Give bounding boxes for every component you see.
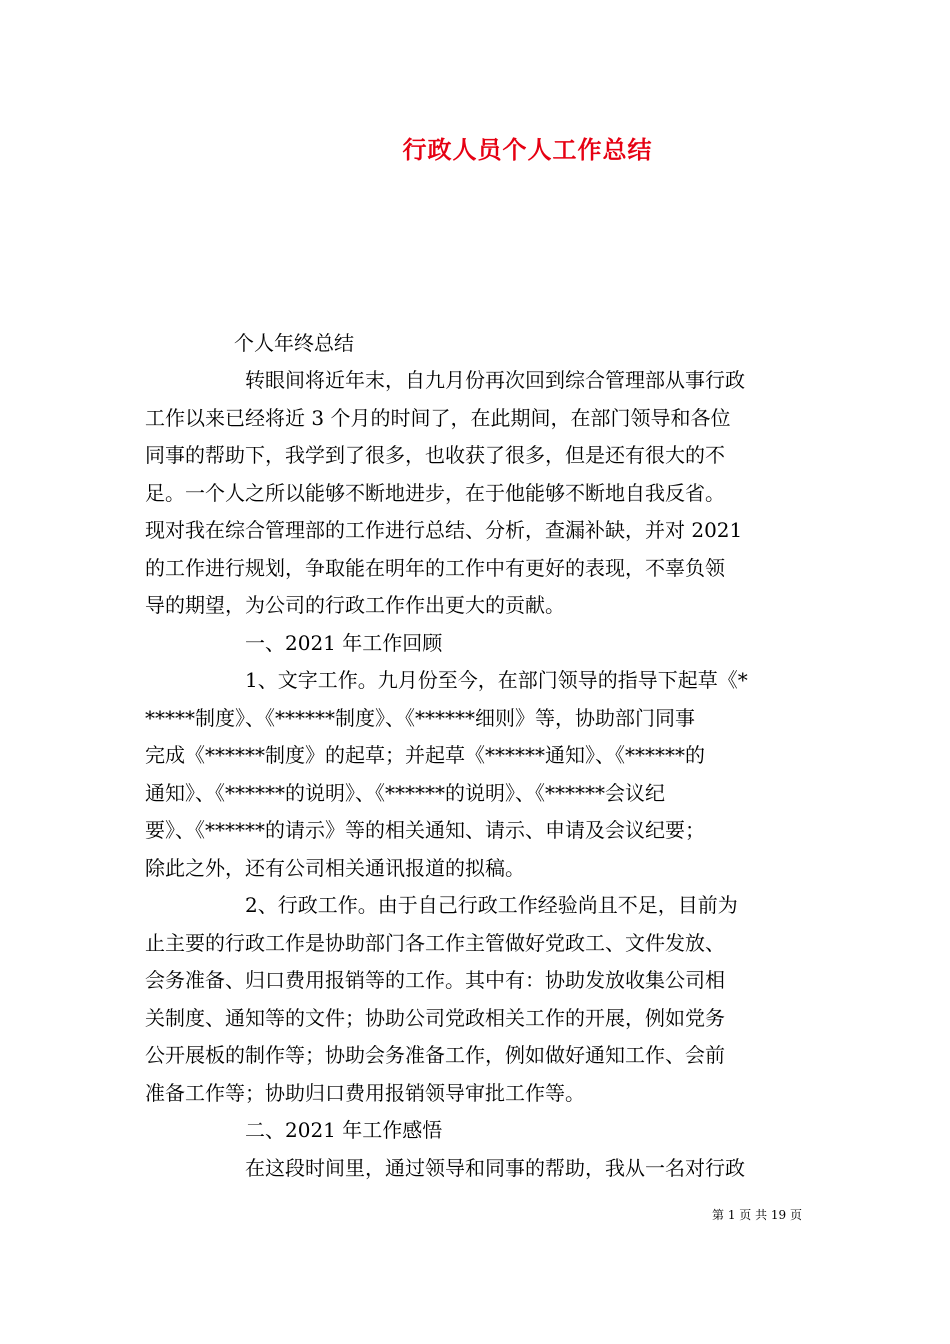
body-line: 准备工作等；协助归口费用报销领导审批工作等。 bbox=[145, 1080, 585, 1105]
body-line: 足。一个人之所以能够不断地进步，在于他能够不断地自我反省。 bbox=[145, 480, 725, 505]
body-line: 公开展板的制作等；协助会务准备工作，例如做好通知工作、会前 bbox=[145, 1043, 725, 1067]
body-line: 在这段时间里，通过领导和同事的帮助，我从一名对行政 bbox=[245, 1155, 745, 1180]
body-line: 现对我在综合管理部的工作进行总结、分析，查漏补缺，并对 2021 bbox=[145, 518, 743, 542]
body-line: 导的期望，为公司的行政工作作出更大的贡献。 bbox=[145, 593, 565, 617]
body-line: 工作以来已经将近 3 个月的时间了，在此期间，在部门领导和各位 bbox=[145, 405, 731, 430]
body-line: 二、2021 年工作感悟 bbox=[245, 1118, 443, 1142]
body-line: 要》、《******的请示》等的相关通知、请示、申请及会议纪要； bbox=[145, 818, 705, 842]
body-line: 转眼间将近年末，自九月份再次回到综合管理部从事行政 bbox=[245, 368, 745, 392]
body-line: 一、2021 年工作回顾 bbox=[245, 630, 443, 655]
body-line: 会务准备、归口费用报销等的工作。其中有：协助发放收集公司相 bbox=[145, 968, 725, 992]
body-line: 1、文字工作。九月份至今，在部门领导的指导下起草《* bbox=[245, 668, 748, 692]
body-line: 止主要的行政工作是协助部门各工作主管做好党政工、文件发放、 bbox=[145, 930, 725, 955]
body-line: 的工作进行规划，争取能在明年的工作中有更好的表现，不辜负领 bbox=[145, 555, 725, 580]
document-subtitle: 个人年终总结 bbox=[234, 331, 354, 355]
body-line: 通知》、《******的说明》、《******的说明》、《******会议纪 bbox=[145, 780, 665, 805]
body-line: 2、行政工作。由于自己行政工作经验尚且不足，目前为 bbox=[245, 893, 738, 917]
body-line: *****制度》、《******制度》、《******细则》等，协助部门同事 bbox=[145, 705, 695, 730]
document-body bbox=[145, 362, 805, 1187]
page-footer: 第 1 页 共 19 页 bbox=[712, 1208, 802, 1222]
document-title: 行政人员个人工作总结 bbox=[402, 135, 653, 164]
body-line: 同事的帮助下，我学到了很多，也收获了很多，但是还有很大的不 bbox=[145, 443, 725, 467]
body-line: 关制度、通知等的文件；协助公司党政相关工作的开展，例如党务 bbox=[145, 1005, 725, 1030]
body-line: 除此之外，还有公司相关通讯报道的拟稿。 bbox=[145, 855, 525, 880]
body-line: 完成《******制度》的起草；并起草《******通知》、《******的 bbox=[145, 743, 705, 767]
